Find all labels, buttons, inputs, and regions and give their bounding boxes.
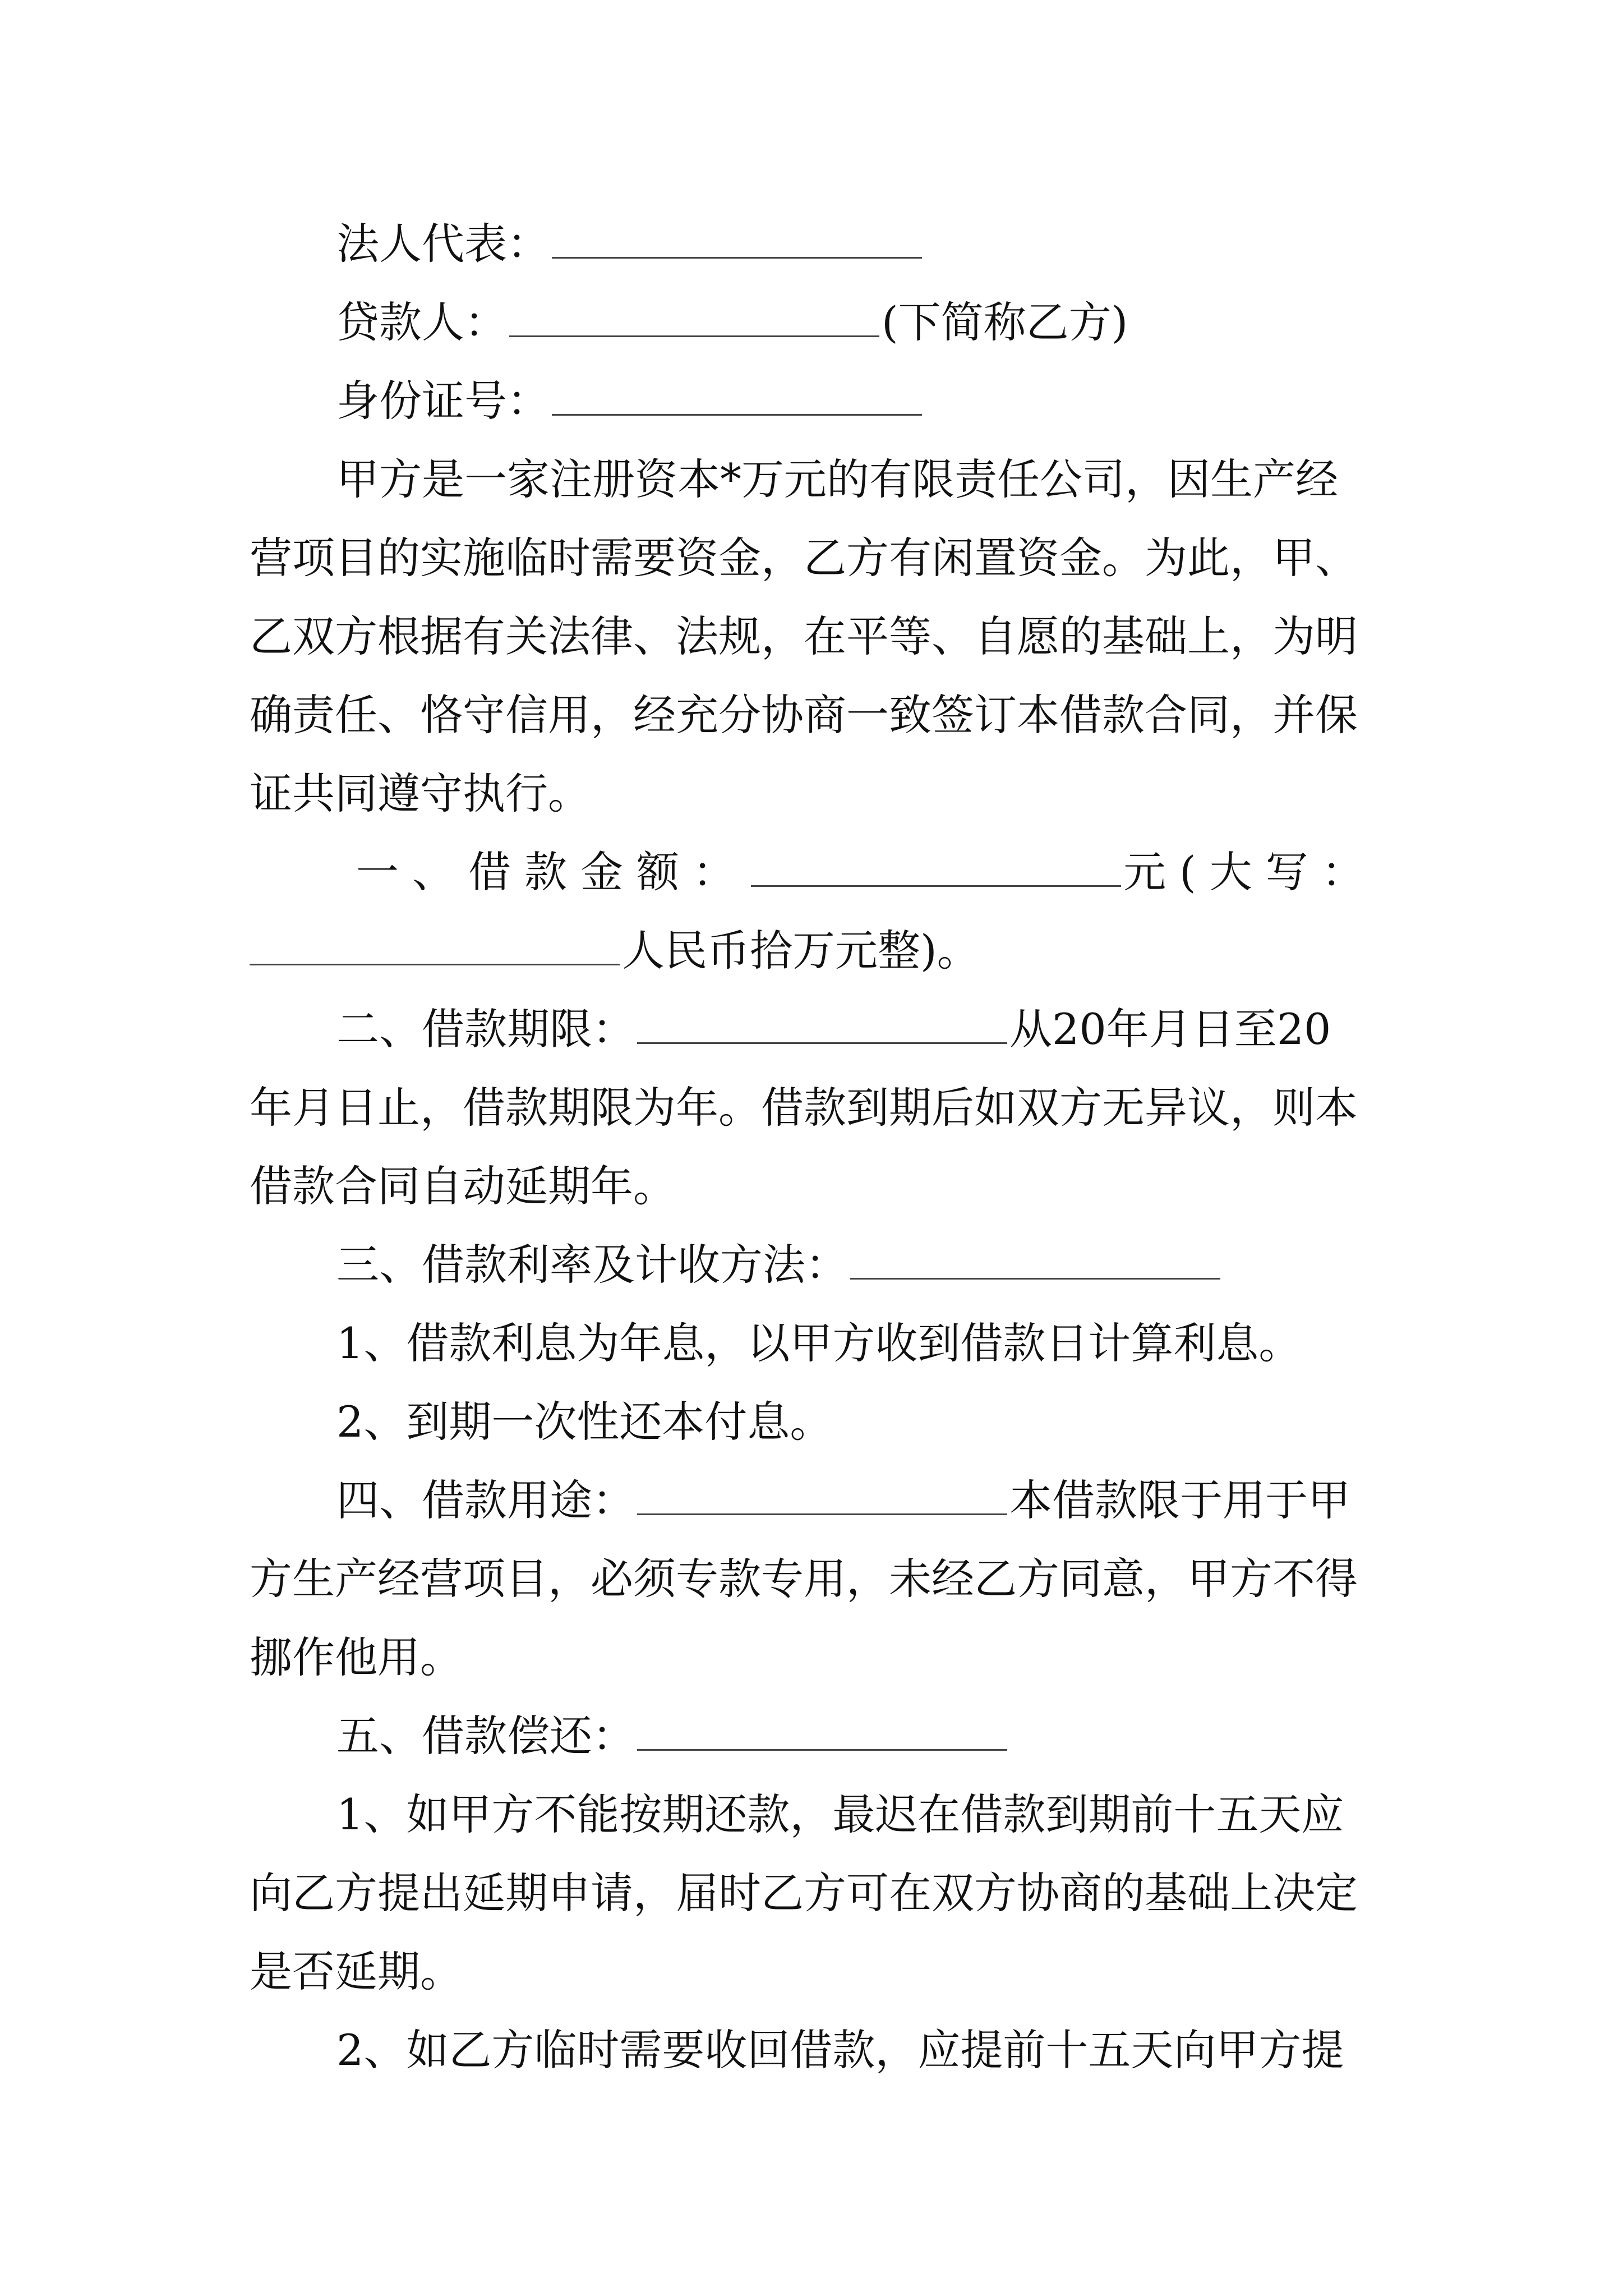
preamble-line-4: 确责任、恪守信用，经充分协商一致签订本借款合同，并保 xyxy=(250,690,1358,740)
lender-suffix: (下简称乙方) xyxy=(882,297,1128,347)
repayment-item-1-line-1: 1、如甲方不能按期还款，最迟在借款到期前十五天应 xyxy=(336,1789,1344,1839)
preamble-line-3: 乙双方根据有关法律、法规，在平等、自愿的基础上，为明 xyxy=(250,611,1358,661)
loan-purpose-line-2: 方生产经营项目，必须专款专用，未经乙方同意，甲方不得 xyxy=(250,1554,1358,1604)
repayment-item-1-line-3: 是否延期。 xyxy=(250,1947,463,1996)
loan-purpose-label: 四、借款用途： xyxy=(336,1475,635,1525)
lender-line xyxy=(336,295,1128,351)
loan-purpose-line xyxy=(336,1473,1350,1529)
loan-purpose-line-3: 挪作他用。 xyxy=(250,1632,463,1682)
id-number-label: 身份证号： xyxy=(336,376,550,426)
loan-amount-mid: 元(大写： xyxy=(1123,847,1378,897)
loan-purpose-blank xyxy=(637,1473,1007,1515)
loan-term-line xyxy=(336,1001,1331,1057)
loan-amount-blank xyxy=(751,845,1121,887)
legal-representative-label: 法人代表： xyxy=(336,219,550,269)
repayment-blank xyxy=(637,1709,1007,1751)
preamble-line-2: 营项目的实施临时需要资金，乙方有闲置资金。为此，甲、 xyxy=(250,533,1358,583)
loan-term-line-3: 借款合同自动延期年。 xyxy=(250,1161,676,1211)
loan-amount-line-2 xyxy=(250,923,980,979)
id-number-blank xyxy=(552,374,922,416)
preamble-line-5: 证共同遵守执行。 xyxy=(250,769,591,818)
interest-item-1: 1、借款利息为年息，以甲方收到借款日计算利息。 xyxy=(336,1318,1302,1368)
interest-item-2: 2、到期一次性还本付息。 xyxy=(336,1397,833,1447)
loan-amount-caps-blank xyxy=(250,923,620,965)
preamble-line-1: 甲方是一家注册资本*万元的有限责任公司，因生产经 xyxy=(336,454,1338,504)
loan-amount-line xyxy=(356,844,1378,900)
interest-rate-blank xyxy=(850,1237,1220,1280)
repayment-line xyxy=(336,1708,1009,1764)
id-number-line xyxy=(336,373,924,429)
legal-representative-line xyxy=(336,216,924,272)
loan-term-blank xyxy=(637,1002,1007,1044)
lender-label: 贷款人： xyxy=(336,297,507,347)
loan-term-label: 二、借款期限： xyxy=(336,1004,635,1054)
repayment-item-1-line-2: 向乙方提出延期申请，届时乙方可在双方协商的基础上决定 xyxy=(250,1868,1358,1918)
repayment-item-2-line-1: 2、如乙方临时需要收回借款，应提前十五天向甲方提 xyxy=(336,2025,1344,2075)
legal-representative-blank xyxy=(552,217,922,259)
interest-rate-label: 三、借款利率及计收方法： xyxy=(336,1240,848,1290)
loan-amount-suffix: 人民币拾万元整)。 xyxy=(622,926,980,976)
loan-term-line-2: 年月日止，借款期限为年。借款到期后如双方无异议，则本 xyxy=(250,1083,1358,1133)
repayment-label: 五、借款偿还： xyxy=(336,1711,635,1761)
loan-purpose-suffix: 本借款限于用于甲 xyxy=(1009,1475,1350,1525)
loan-amount-label: 一、借款金额： xyxy=(356,847,749,897)
lender-blank xyxy=(509,295,879,337)
interest-rate-line xyxy=(336,1237,1223,1293)
loan-term-suffix: 从20年月日至20 xyxy=(1009,1004,1331,1054)
